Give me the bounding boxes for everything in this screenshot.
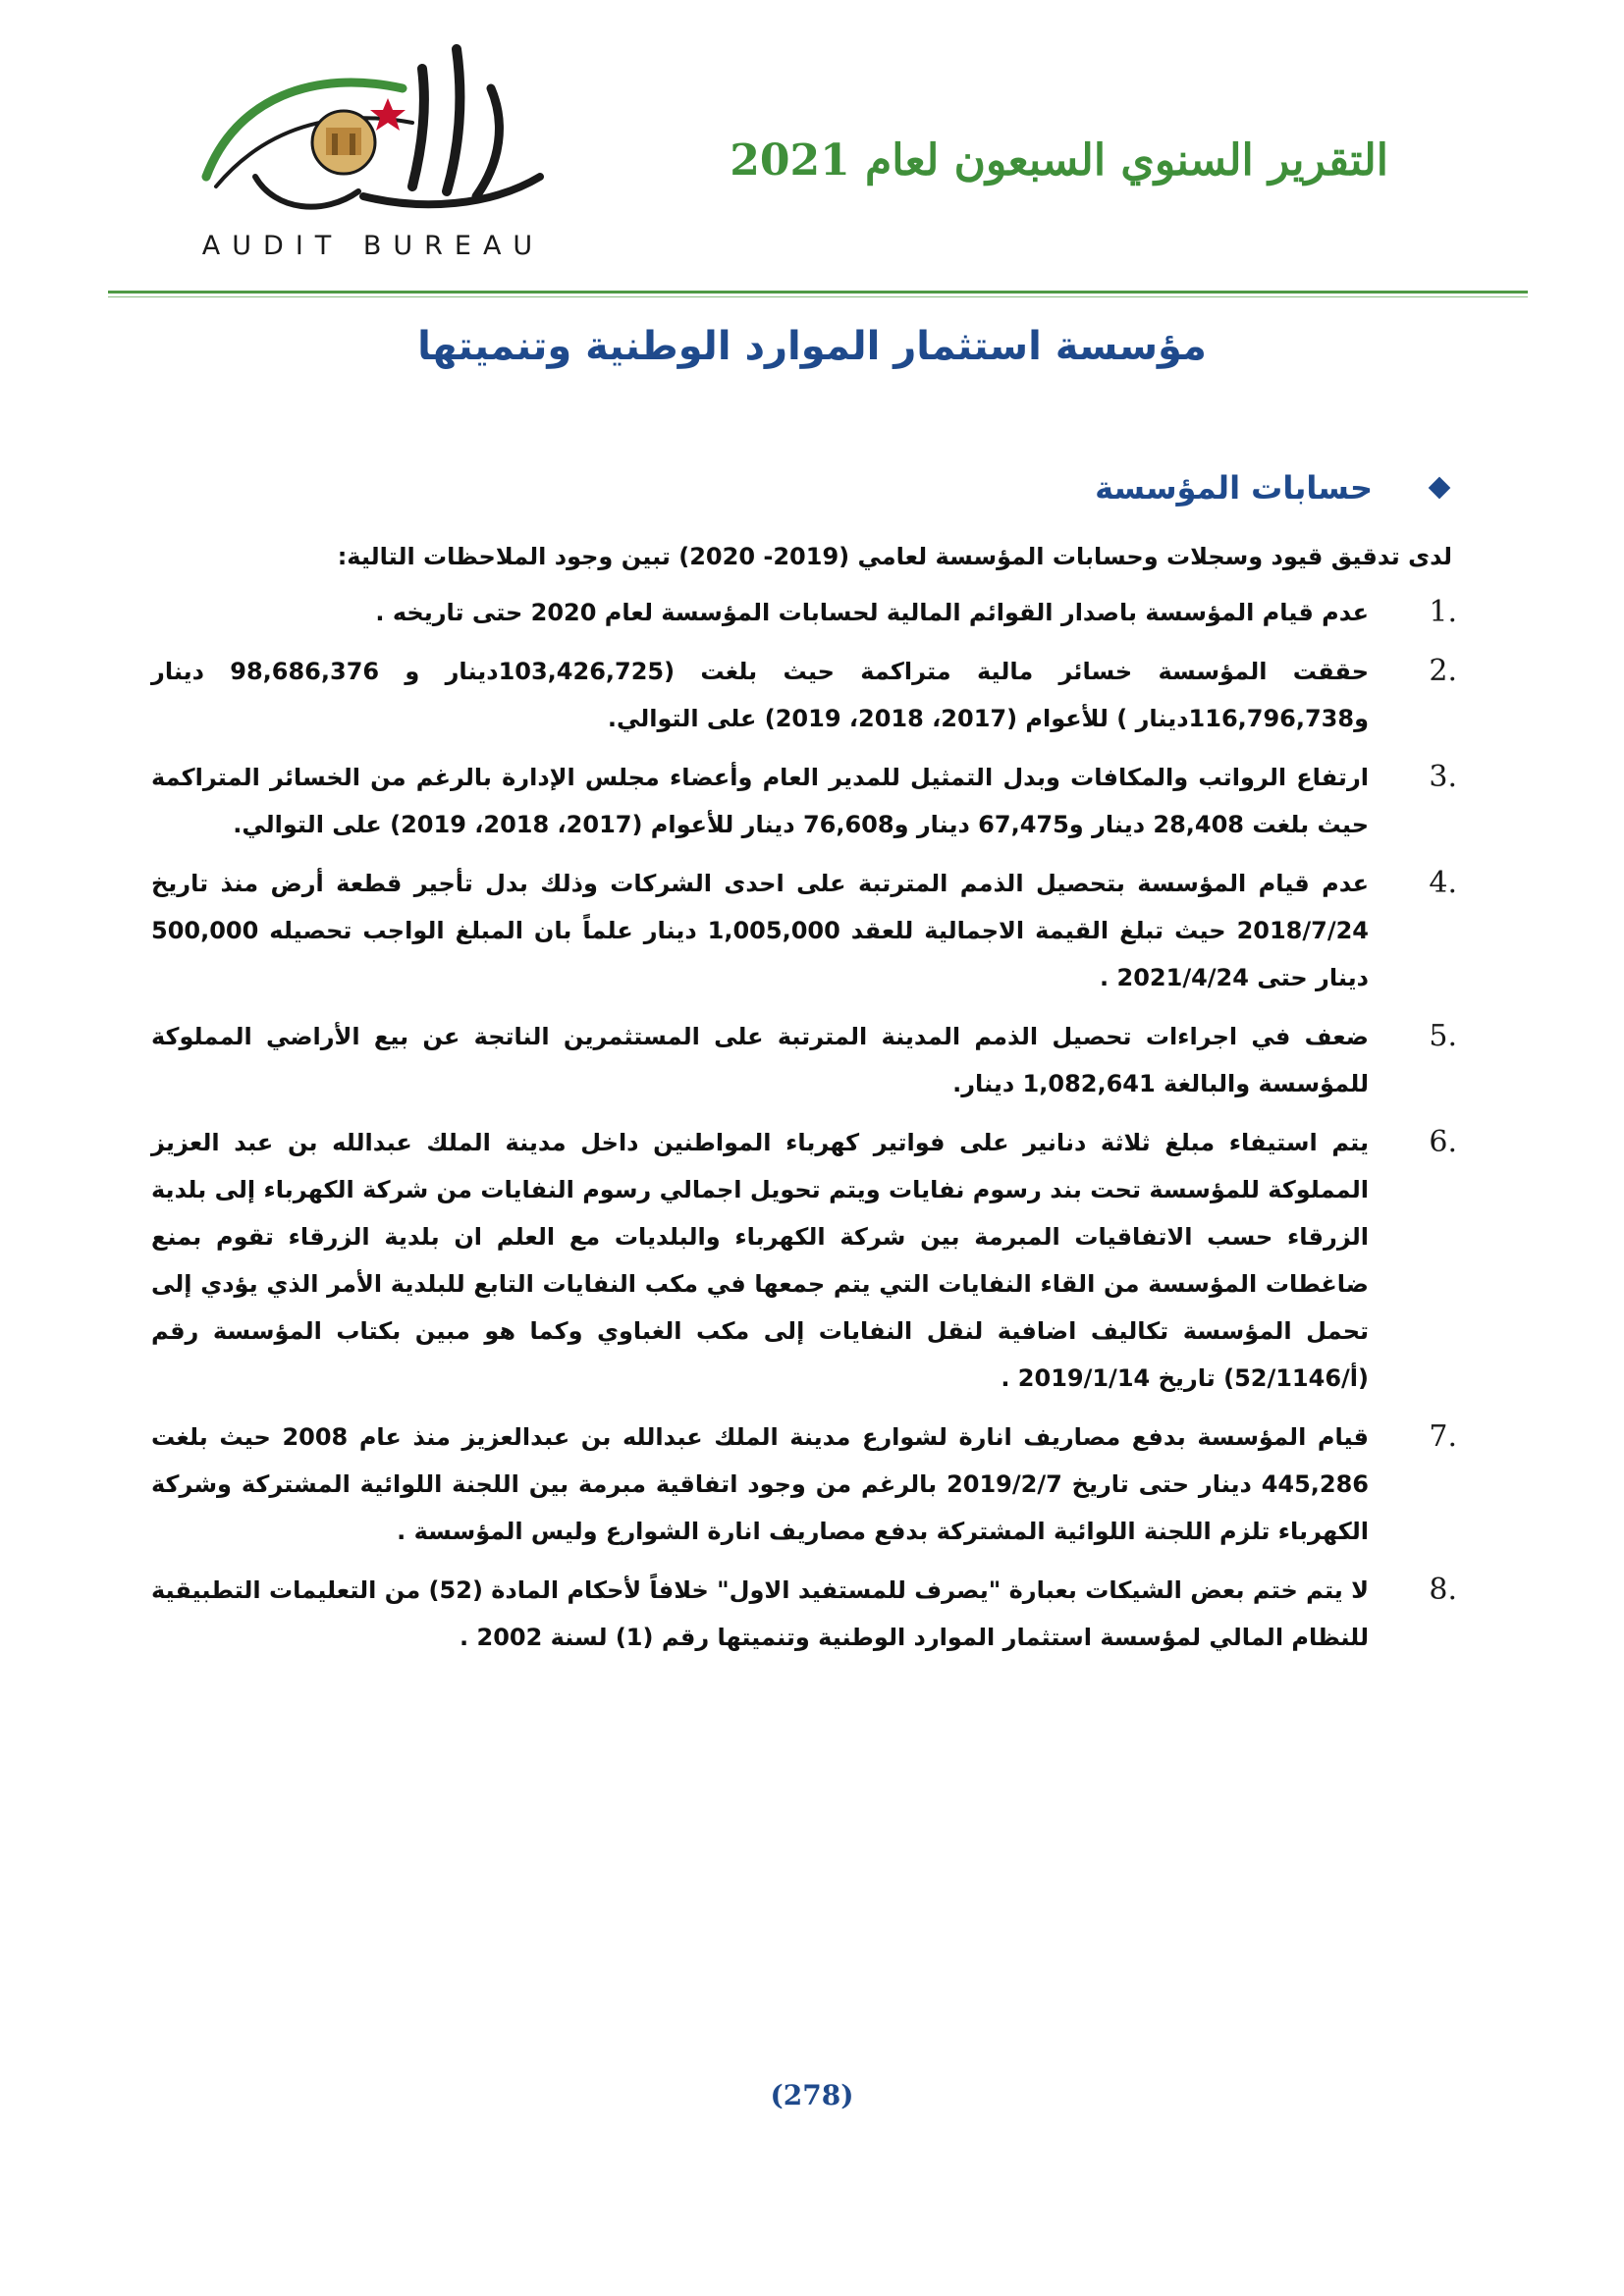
page-header <box>0 0 1624 294</box>
logo-caption: AUDIT BUREAU <box>201 231 545 261</box>
item-number: 4. <box>1429 866 1457 900</box>
item-text: قيام المؤسسة بدفع مصاريف انارة لشوارع مدينة الملك عبدالله بن عبدالعزيز منذ عام 2008 حيث بلغت 445,286 دينار حتى تاريخ 2019/2/7 بالرغم من وجود اتفاقية مبرمة بين اللجنة اللوائية المشتركة وشركة الكهرباء تلزم اللجنة اللوائية المشتركة بدفع مصاريف انارة الشوارع وليس المؤسسة . <box>151 1423 1369 1545</box>
item-number: 1. <box>1429 595 1457 629</box>
header-divider-thin <box>108 296 1528 297</box>
item-text: ضعف في اجراءات تحصيل الذمم المدينة المترتبة على المستثمرين الناتجة عن بيع الأراضي المملوكة للمؤسسة والبالغة 1,082,641 دينار. <box>151 1023 1369 1097</box>
item-number: 3. <box>1429 760 1457 794</box>
item-text: يتم استيفاء مبلغ ثلاثة دنانير على فواتير كهرباء المواطنين داخل مدينة الملك عبدالله بن عبد العزيز المملوكة للمؤسسة تحت بند رسوم نفايات ويتم تحويل اجمالي رسوم النفايات من شركة الكهرباء إلى بلدية الزرقاء حسب الاتفاقيات المبرمة بين شركة الكهرباء والبلديات مع العلم ان بلدية الزرقاء تقوم بمنع ضاغطات المؤسسة من القاء النفايات التي يتم جمعها في مكب النفايات التابع للبلدية الأمر الذي يؤدي إلى تحمل المؤسسة تكاليف اضافية لنقل النفايات إلى مكب الغباوي وكما هو مبين بكتاب المؤسسة رقم (أ/52/1146) تاريخ 2019/1/14 . <box>151 1129 1369 1392</box>
item-number: 7. <box>1429 1419 1457 1454</box>
list-item <box>151 648 1457 742</box>
page-number: (278) <box>770 2079 854 2111</box>
item-text: لا يتم ختم بعض الشيكات بعبارة "يصرف للمستفيد الاول" خلافاً لأحكام المادة (52) من التعليمات التطبيقية للنظام المالي لمؤسسة استثمار الموارد الوطنية وتنميتها رقم (1) لسنة 2002 . <box>151 1576 1369 1651</box>
list-item <box>151 1119 1457 1402</box>
intro-paragraph: لدى تدقيق قيود وسجلات وحسابات المؤسسة لعامي (2019- 2020) تبين وجود الملاحظات التالية: <box>337 543 1452 570</box>
section-heading-text: حسابات المؤسسة <box>1095 469 1373 507</box>
item-number: 6. <box>1429 1125 1457 1159</box>
list-item <box>151 754 1457 848</box>
item-text: حققت المؤسسة خسائر مالية متراكمة حيث بلغت (103,426,725دينار و 98,686,376 دينار و116,796,738دينار ) للأعوام (2017، 2018، 2019) على التوالي. <box>151 658 1369 732</box>
item-text: عدم قيام المؤسسة بتحصيل الذمم المترتبة على احدى الشركات وذلك بدل تأجير قطعة أرض منذ تاريخ 2018/7/24 حيث تبلغ القيمة الاجمالية للعقد 1,005,000 دينار علماً بان المبلغ الواجب تحصيله 500,000 دينار حتى 2021/4/24 . <box>151 870 1369 991</box>
item-number: 8. <box>1429 1573 1457 1607</box>
item-text: عدم قيام المؤسسة باصدار القوائم المالية لحسابات المؤسسة لعام 2020 حتى تاريخه . <box>375 599 1369 626</box>
section-heading <box>1095 469 1447 507</box>
observations-list <box>151 589 1457 1673</box>
audit-bureau-logo <box>177 29 569 265</box>
list-item <box>151 1414 1457 1555</box>
diamond-bullet-icon <box>1429 477 1451 500</box>
item-number: 5. <box>1429 1019 1457 1053</box>
report-title: التقرير السنوي السبعون لعام 2021 <box>730 135 1388 186</box>
list-item <box>151 1567 1457 1661</box>
list-item <box>151 1013 1457 1107</box>
list-item <box>151 860 1457 1001</box>
header-divider <box>108 291 1528 294</box>
item-text: ارتفاع الرواتب والمكافات وبدل التمثيل للمدير العام وأعضاء مجلس الإدارة بالرغم من الخسائر المتراكمة حيث بلغت 28,408 دينار و67,475 دينار و76,608 دينار للأعوام (2017، 2018، 2019) على التوالي. <box>151 764 1369 838</box>
list-item <box>151 589 1457 636</box>
document-title: مؤسسة استثمار الموارد الوطنية وتنميتها <box>417 324 1207 369</box>
logo-emblem-icon <box>177 29 569 236</box>
item-number: 2. <box>1429 654 1457 688</box>
